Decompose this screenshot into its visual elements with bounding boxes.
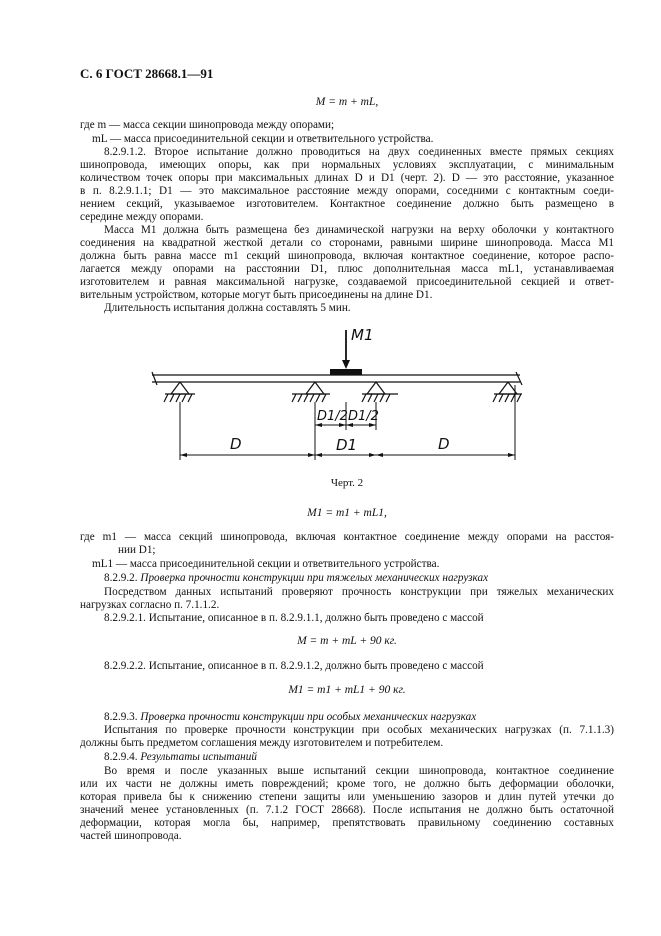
paragraph-line: лагается между опорами на расстоянии D1, плюс дополнительная масса mL1, устанавливаемая xyxy=(80,263,614,275)
paragraph-line: частей шинопровода. xyxy=(80,830,182,842)
load-arrow-head xyxy=(342,360,350,369)
support-2 xyxy=(292,382,330,402)
formula-mass-m: M = m + mL, xyxy=(315,96,379,108)
definition-ml: mL — масса присоединительной секции и ответвительного устройства. xyxy=(92,133,434,145)
paragraph-line: деформации, которая могла бы, например, препятствовать правильному соединению составных xyxy=(80,817,614,829)
paragraph-line: или их части не должны иметь повреждений; кроме того, не должно быть деформации оболочки, xyxy=(80,778,614,790)
test-duration: Длительность испытания должна составлять 5 мин. xyxy=(104,302,351,314)
paragraph-line: Масса M1 должна быть размещена без динамической нагрузки на верху оболочки у контактного xyxy=(104,224,614,236)
paragraph-line: нением секций, указываемое изготовителем. Контактное соединение должно быть размещено в xyxy=(80,198,614,210)
paragraph-line: шинопровода, имеющих опоры, как при нормальных условиях эксплуатации, с минимальным xyxy=(80,159,614,171)
paragraph-line: Во время и после указанных выше испытаний секции шинопровода, контактное соединение xyxy=(104,765,614,777)
paragraph-line: значений менее установленных (п. 7.1.2 ГОСТ 28668). После испытания не должно быть остаточной xyxy=(80,804,614,816)
paragraph-line: соединения на квадратной жесткой детали со сторонами, равными ширине шинопровода. Масса M1 xyxy=(80,237,614,249)
paragraph-line: вительным устройством, которые могут быть присоединены на длине D1. xyxy=(80,289,433,301)
paragraph-line: нагрузках согласно п. 7.1.1.2. xyxy=(80,599,220,611)
definition-m1: где m1 — масса секций шинопровода, включая контактное соединение между опорами на расстоя- xyxy=(80,531,614,543)
paragraph-line: должны быть предметом соглашения между изготовителем и потребителем. xyxy=(80,737,444,749)
label-span-left: D xyxy=(230,435,242,453)
support-1 xyxy=(164,382,195,402)
paragraph-line: 8.2.9.2.2. Испытание, описанное в п. 8.2.9.1.2, должно быть проведено с массой xyxy=(104,660,484,672)
paragraph-line: изготовителем и равная максимальной нагрузке, создаваемой присоединительной секцией и ответ- xyxy=(80,276,614,288)
definition-m1-cont: нии D1; xyxy=(118,544,156,556)
definition-ml1: mL1 — масса присоединительной секции и ответвительного устройства. xyxy=(92,558,440,570)
support-4 xyxy=(493,382,522,402)
label-span-right: D xyxy=(438,435,450,453)
paragraph-line: Посредством данных испытаний проверяют прочность конструкции при тяжелых механических xyxy=(104,586,614,598)
figure-caption: Черт. 2 xyxy=(330,477,364,489)
section-heading-results: 8.2.9.4. Результаты испытаний xyxy=(104,751,257,763)
definition-m: где m — масса секции шинопровода между опорами; xyxy=(80,119,335,131)
label-half-left: D1/2 xyxy=(317,409,348,424)
section-heading-special-loads: 8.2.9.3. Проверка прочности конструкции при особых механических нагрузках xyxy=(104,711,477,723)
label-load: M1 xyxy=(351,326,374,344)
paragraph-line: количеством точек опоры при максимальных длинах D и D1 (черт. 2). D — это расстояние, указанное xyxy=(80,172,614,184)
section-heading-heavy-loads: 8.2.9.2. Проверка прочности конструкции при тяжелых механических нагрузках xyxy=(104,572,489,584)
label-half-right: D1/2 xyxy=(348,409,379,424)
beam-break-right xyxy=(516,372,522,385)
load-plate xyxy=(330,369,362,375)
formula-heavy-m1: M1 = m1 + mL1 + 90 кг. xyxy=(288,684,406,696)
paragraph-line: 8.2.9.2.1. Испытание, описанное в п. 8.2.9.1.1, должно быть проведено с массой xyxy=(104,612,484,624)
paragraph-line: Испытания по проверке прочности конструкции при особых механических нагрузках (п. 7.1.1.3) xyxy=(104,724,614,736)
paragraph-line: середине между опорами. xyxy=(80,211,204,223)
page-header: С. 6 ГОСТ 28668.1—91 xyxy=(80,66,214,81)
support-3 xyxy=(362,382,398,402)
formula-heavy-m: M = m + mL + 90 кг. xyxy=(297,635,397,647)
beam-break-left xyxy=(152,372,157,385)
label-span-center: D1 xyxy=(336,436,358,454)
paragraph-line: которая привела бы к снижению степени защиты или уменьшению зазоров и длин путей утечки до xyxy=(80,791,614,803)
formula-mass-m1: M1 = m1 + mL1, xyxy=(307,507,387,519)
paragraph-line: 8.2.9.1.2. Второе испытание должно проводиться на двух соединенных вместе прямых секциях xyxy=(104,146,614,158)
paragraph-line: в п. 8.2.9.1.1; D1 — это максимальное расстояние между опорами, соседними с контактным соеди- xyxy=(80,185,614,197)
paragraph-line: должна быть равна массе m1 секций шинопровода, включая контактное соединение, которое распо- xyxy=(80,250,614,262)
